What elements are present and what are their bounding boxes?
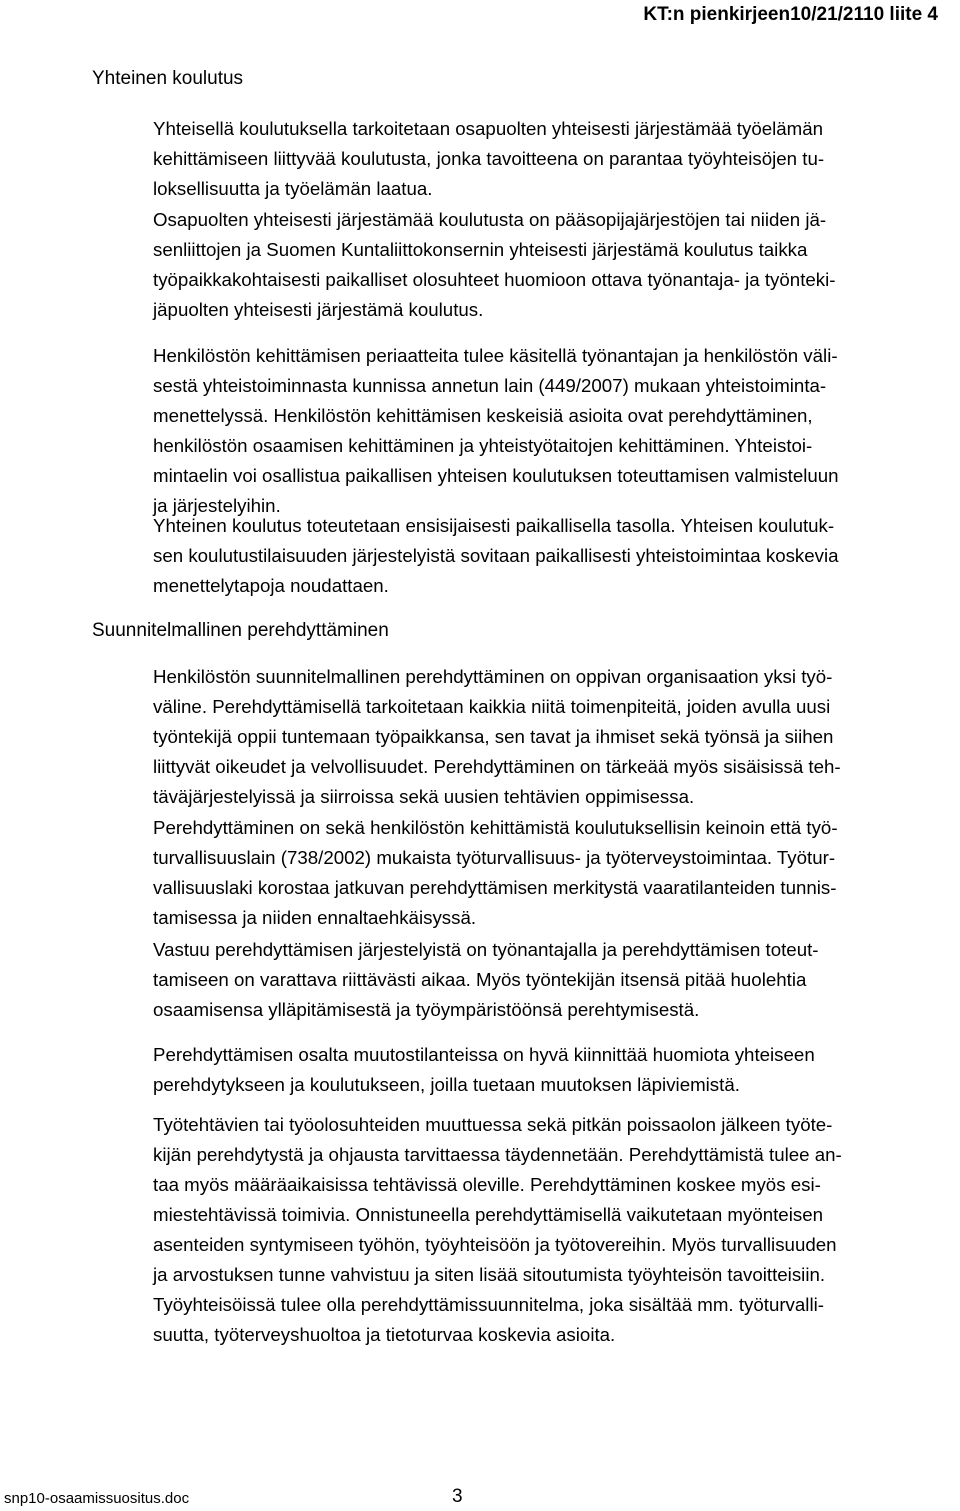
paragraph (153, 205, 960, 325)
text-line: senliittojen ja Suomen Kuntaliittokonsernin yhteisesti järjestämä koulutus taikka (153, 239, 808, 260)
text-line: liittyvät oikeudet ja velvollisuudet. Perehdyttäminen on tärkeää myös sisäisissä teh- (153, 756, 841, 777)
paragraph (153, 813, 960, 933)
paragraph (153, 935, 960, 1025)
text-line: miestehtävissä toimivia. Onnistuneella perehdyttämisellä vaikutetaan myönteisen (153, 1204, 823, 1225)
text-line: mintaelin voi osallistua paikallisen yhteisen koulutuksen toteuttamisen valmisteluun (153, 465, 839, 486)
text-line: Vastuu perehdyttämisen järjestelyistä on työnantajalla ja perehdyttämisen toteut- (153, 939, 819, 960)
text-line: kijän perehdytystä ja ohjausta tarvittaessa täydennetään. Perehdyttämistä tulee an- (153, 1144, 842, 1165)
section-heading-yhteinen-koulutus: Yhteinen koulutus (92, 68, 244, 89)
text-line: Yhteisellä koulutuksella tarkoitetaan osapuolten yhteisesti järjestämää työelämän (153, 118, 824, 139)
paragraph (153, 1040, 960, 1100)
paragraph (153, 1110, 960, 1290)
text-line: menettelytapoja noudattaen. (153, 575, 389, 596)
text-line: työpaikkakohtaisesti paikalliset olosuhteet huomioon ottava työnantaja- ja työnteki- (153, 269, 836, 290)
text-line: sen koulutustilaisuuden järjestelyistä sovitaan paikallisesti yhteistoimintaa koskevia (153, 545, 839, 566)
text-line: Työyhteisöissä tulee olla perehdyttämissuunnitelma, joka sisältää mm. työturvalli- (153, 1294, 824, 1315)
text-line: Perehdyttämisen osalta muutostilanteissa on hyvä kiinnittää huomiota yhteiseen (153, 1044, 815, 1065)
text-line: työntekijä oppii tuntemaan työpaikkansa, sen tavat ja ihmiset sekä työnsä ja siihen (153, 726, 834, 747)
text-line: menettelyssä. Henkilöstön kehittämisen keskeisiä asioita ovat perehdyttäminen, (153, 405, 813, 426)
text-line: Henkilöstön kehittämisen periaatteita tulee käsitellä työnantajan ja henkilöstön väli- (153, 345, 838, 366)
document-id: KT:n pienkirjeen10/21/2110 liite 4 (643, 4, 938, 25)
text-line: vallisuuslaki korostaa jatkuvan perehdyttämisen merkitystä vaaratilanteiden tunnis- (153, 877, 837, 898)
text-line: tamiseen on varattava riittävästi aikaa. Myös työntekijän itsensä pitää huolehtia (153, 969, 807, 990)
text-line: tamisessa ja niiden ennaltaehkäisyssä. (153, 907, 477, 928)
text-line: kehittämiseen liittyvää koulutusta, jonka tavoitteena on parantaa työyhteisöjen tu- (153, 148, 825, 169)
text-line: perehdytykseen ja koulutukseen, joilla tuetaan muutoksen läpiviemistä. (153, 1074, 740, 1095)
text-line: loksellisuutta ja työelämän laatua. (153, 178, 433, 199)
section-heading-suunnitelmallinen-perehdyttaminen: Suunnitelmallinen perehdyttäminen (92, 620, 389, 641)
paragraph (153, 662, 960, 812)
text-line: taa myös määräaikaisissa tehtävissä oleville. Perehdyttäminen koskee myös esi- (153, 1174, 821, 1195)
text-line: suutta, työterveyshuoltoa ja tietoturvaa koskevia asioita. (153, 1324, 616, 1345)
paragraph (153, 341, 960, 521)
text-line: henkilöstön osaamisen kehittäminen ja yhteistyötaitojen kehittäminen. Yhteistoi- (153, 435, 813, 456)
text-line: jäpuolten yhteisesti järjestämä koulutus. (153, 299, 484, 320)
text-line: ja järjestelyihin. (153, 495, 281, 516)
paragraph (153, 511, 960, 601)
footer-filename: snp10-osaamissuositus.doc (4, 1490, 190, 1507)
text-line: asenteiden syntymiseen työhön, työyhteisöön ja työtovereihin. Myös turvallisuuden (153, 1234, 837, 1255)
text-line: täväjärjestelyissä ja siirroissa sekä uusien tehtävien oppimisessa. (153, 786, 695, 807)
text-line: ja arvostuksen tunne vahvistuu ja siten lisää sitoutumista työyhteisön tavoitteisiin. (153, 1264, 826, 1285)
text-line: sestä yhteistoiminnasta kunnissa annetun lain (449/2007) mukaan yhteistoiminta- (153, 375, 827, 396)
text-line: turvallisuuslain (738/2002) mukaista työturvallisuus- ja työterveystoimintaa. Työtur- (153, 847, 836, 868)
paragraph (153, 1290, 960, 1350)
text-line: Yhteinen koulutus toteutetaan ensisijaisesti paikallisella tasolla. Yhteisen koulutuk- (153, 515, 835, 536)
page-number: 3 (452, 1486, 463, 1507)
text-line: Henkilöstön suunnitelmallinen perehdyttäminen on oppivan organisaation yksi työ- (153, 666, 833, 687)
text-line: osaamisensa ylläpitämisestä ja työympäristöönsä perehtymisestä. (153, 999, 700, 1020)
text-line: väline. Perehdyttämisellä tarkoitetaan kaikkia niitä toimenpiteitä, joiden avulla uusi (153, 696, 831, 717)
text-line: Perehdyttäminen on sekä henkilöstön kehittämistä koulutuksellisin keinoin että työ- (153, 817, 838, 838)
text-line: Työtehtävien tai työolosuhteiden muuttuessa sekä pitkän poissaolon jälkeen työte- (153, 1114, 833, 1135)
text-line: Osapuolten yhteisesti järjestämää koulutusta on pääsopijajärjestöjen tai niiden jä- (153, 209, 827, 230)
paragraph (153, 114, 960, 204)
